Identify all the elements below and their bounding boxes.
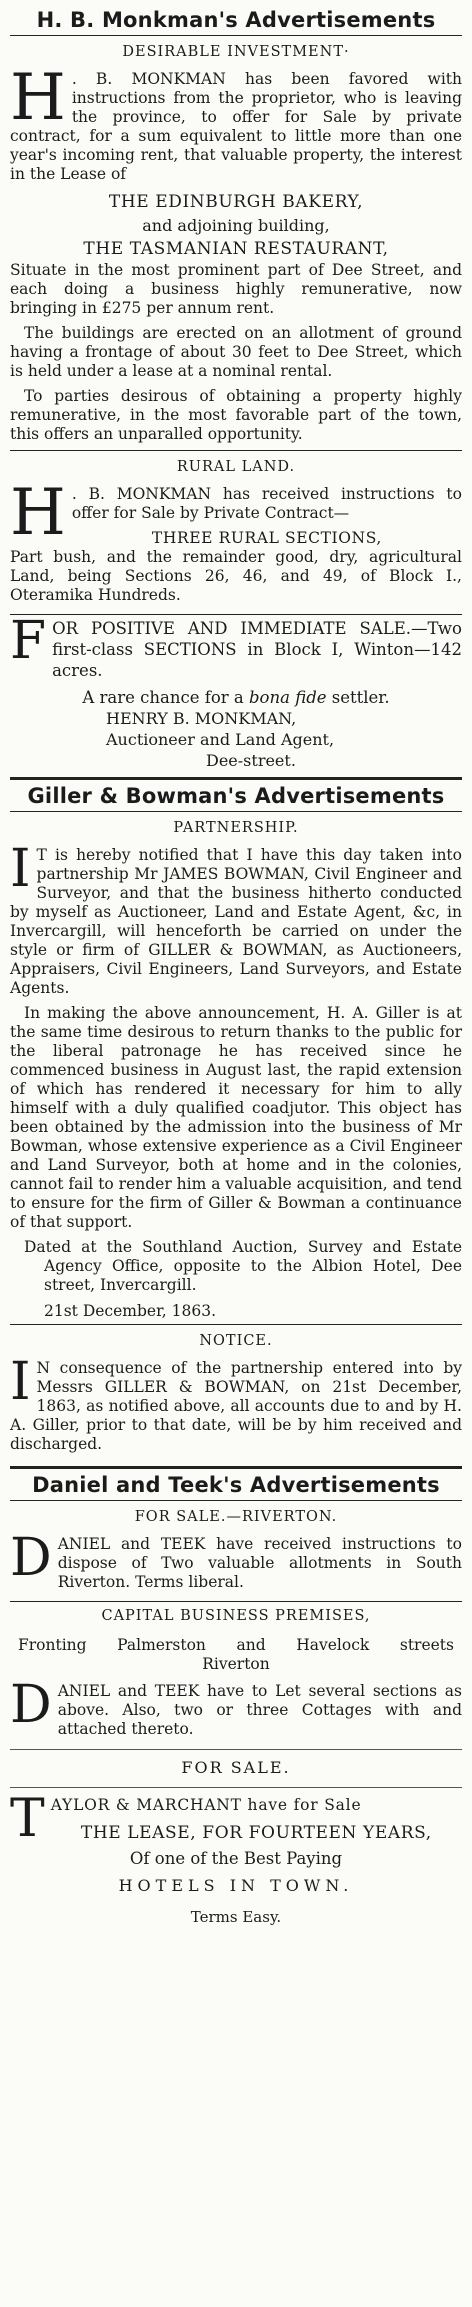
drop-cap: H xyxy=(10,61,66,135)
newspaper-page xyxy=(10,0,462,1934)
tasmanian-restaurant: THE TASMANIAN RESTAURANT, xyxy=(83,239,389,259)
drop-cap: H xyxy=(10,476,66,550)
capital-body: DANIEL and TEEK have to Let several sections as above. Also, two or three Cottages with and attached thereto. xyxy=(10,1675,462,1738)
divider xyxy=(10,1787,462,1788)
taylor-terms: Terms Easy. xyxy=(190,1908,282,1926)
section-divider xyxy=(10,1466,462,1469)
investment-title: DESIRABLE INVESTMENT· xyxy=(122,44,350,60)
signature-title: Auctioneer and Land Agent, xyxy=(106,730,335,749)
taylor-hotels: HOTELS IN TOWN. xyxy=(118,1876,354,1895)
signature-name: HENRY B. MONKMAN, xyxy=(106,709,297,728)
rural-title: RURAL LAND. xyxy=(176,459,296,475)
divider xyxy=(10,450,462,451)
partnership-title: PARTNERSHIP. xyxy=(173,820,299,836)
divider xyxy=(10,1500,462,1501)
drop-cap: D xyxy=(10,1528,52,1588)
rural-detail: Part bush, and the remainder good, dry, agricultural Land, being Sections 26, 46, and 49, of Block I., Oteramika Hundreds. xyxy=(10,548,462,604)
capital-riverton: Riverton xyxy=(202,1655,270,1673)
positive-sale: FOR POSITIVE AND IMMEDIATE SALE.—Two first-class SECTIONS in Block I, Winton—142 acres. xyxy=(10,611,462,680)
adjoining-building: and adjoining building, xyxy=(142,216,330,235)
signature xyxy=(10,708,462,771)
riverton-body: DANIEL and TEEK have received instructions to dispose of Two valuable allotments in South Riverton. Terms liberal. xyxy=(10,1528,462,1591)
taylor-best-paying: Of one of the Best Paying xyxy=(129,1849,343,1868)
edinburgh-bakery: THE EDINBURGH BAKERY, xyxy=(108,192,364,212)
drop-cap: I xyxy=(10,839,31,899)
taylor-lease: THE LEASE, FOR FOURTEEN YEARS, xyxy=(80,1823,432,1843)
partnership-date: 21st December, 1863. xyxy=(44,1302,217,1320)
investment-parties: To parties desirous of obtaining a property highly remunerative, in the most favorable part of the town, this offers an unparalled opportunity. xyxy=(10,387,462,443)
divider xyxy=(10,811,462,812)
daniel-header: Daniel and Teek's Advertisements xyxy=(32,1473,440,1497)
drop-cap: D xyxy=(10,1675,52,1735)
bona-fide-line: A rare chance for a bona fide settler. xyxy=(82,688,390,707)
investment-situate: Situate in the most prominent part of Dee Street, and each doing a business highly remunerative, now bringing in £275 per annum rent. xyxy=(10,261,462,317)
notice-body: I N consequence of the partnership entered into by Messrs GILLER & BOWMAN, on 21st December, 1863, as notified above, all accounts due to and by H. A. Giller, prior to that date, will be by him received and discharged. xyxy=(10,1352,462,1453)
divider xyxy=(10,1749,462,1750)
taylor-body: TAYLOR & MARCHANT have for Sale xyxy=(10,1789,362,1849)
section-divider xyxy=(10,777,462,780)
divider xyxy=(10,35,462,36)
taylor-title: FOR SALE. xyxy=(181,1758,291,1777)
rural-intro: H . B. MONKMAN has received instructions to offer for Sale by Private Contract— xyxy=(10,476,462,550)
divider xyxy=(10,1324,462,1325)
partnership-announcement: In making the above announcement, H. A. Giller is at the same time desirous to return thanks to the public for the liberal patronage he has received since he commenced business in August last, the rapid extension of which has rendered it necessary for him to ally himself with a duly qualified coadjutor. This object has been obtained by the admission into the business of Mr Bowman, whose extensive experience as a Civil Engineer and Land Surveyor, both at home and in the colonies, cannot fail to render him a valuable acquisition, and tend to ensure for the firm of Giller & Bowman a continuance of that support. xyxy=(10,1004,462,1231)
partnership-notice: I T is hereby notified that I have this day taken into partnership Mr JAMES BOWMAN, Civil Engineer and Surveyor, and that the business hitherto conducted by myself as Auctioneer, Land and Estate Agent, &c, in Invercargill, will henceforth be carried on under the style or firm of GILLER & BOWMAN, as Auctioneers, Appraisers, Civil Engineers, Land Surveyors, and Estate Agents. xyxy=(10,839,462,997)
drop-cap: I xyxy=(10,1352,31,1412)
divider xyxy=(10,1601,462,1602)
capital-fronting: Fronting Palmerston and Havelock streets xyxy=(18,1636,454,1654)
three-rural-sections: THREE RURAL SECTIONS, xyxy=(151,529,382,547)
notice-title: NOTICE. xyxy=(199,1333,273,1349)
investment-buildings: The buildings are erected on an allotment of ground having a frontage of about 30 feet to Dee Street, which is held under a lease at a nominal rental. xyxy=(10,324,462,380)
signature-address: Dee-street. xyxy=(206,751,296,770)
investment-intro: H . B. MONKMAN has been favored with instructions from the proprietor, who is leaving the province, to offer for Sale by private contract, for a sum equivalent to little more than one year's incoming rent, that valuable property, the interest in the Lease of xyxy=(10,61,462,183)
monkman-header: H. B. Monkman's Advertisements xyxy=(36,8,436,32)
drop-cap: F xyxy=(10,611,47,671)
partnership-dated: Dated at the Southland Auction, Survey and Estate Agency Office, opposite to the Albion Hotel, Dee street, Invercargill. xyxy=(24,1238,462,1294)
capital-title: CAPITAL BUSINESS PREMISES, xyxy=(101,1608,371,1624)
divider xyxy=(10,614,462,615)
riverton-title: FOR SALE.—RIVERTON. xyxy=(134,1509,338,1525)
giller-header: Giller & Bowman's Advertisements xyxy=(27,784,445,808)
drop-cap: T xyxy=(10,1789,45,1849)
